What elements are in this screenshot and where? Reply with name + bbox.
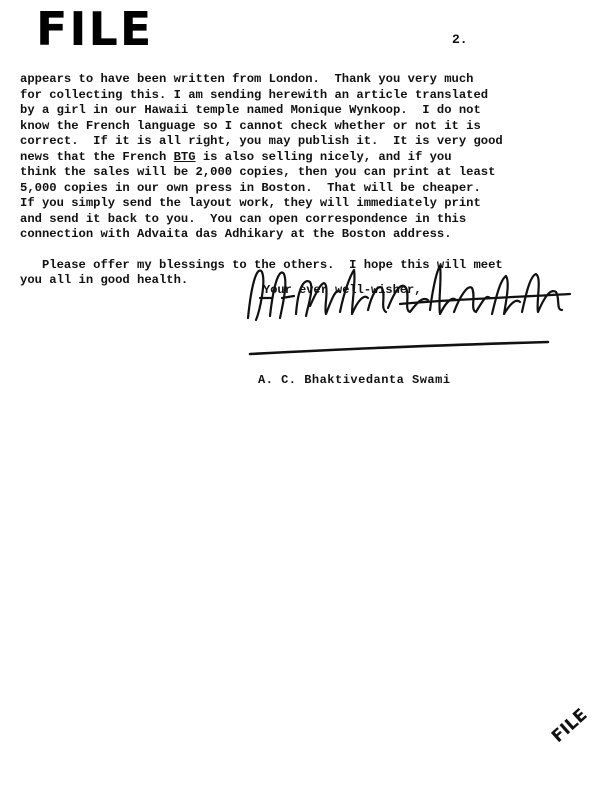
text-line: and send it back to you. You can open correspondence in this — [20, 211, 467, 226]
text-line: know the French language so I cannot check whether or not it is — [20, 118, 481, 133]
closing-salutation: Your ever well-wisher, — [263, 283, 422, 297]
text-line: correct. If it is all right, you may publish it. It is very good — [20, 134, 503, 148]
text-line: connection with Advaita das Adhikary at the Boston address. — [20, 227, 452, 241]
text-line: by a girl in our Hawaii temple named Monique Wynkoop. I do not — [20, 103, 481, 117]
letter-body — [20, 72, 590, 289]
page-number: 2. — [452, 32, 468, 47]
signature-flourish-line — [248, 338, 550, 358]
text-line: think the sales will be 2,000 copies, then you can print at least — [20, 165, 496, 179]
file-stamp-bottom: FILE — [548, 704, 592, 747]
text-line — [20, 150, 590, 166]
text-line: you all in good health. — [20, 273, 189, 287]
text-segment: news that the French — [20, 149, 174, 164]
paragraph-main — [20, 72, 590, 243]
btg-underlined: BTG — [173, 149, 196, 164]
text-line: appears to have been written from London. Thank you very much — [20, 72, 474, 86]
text-line: If you simply send the layout work, they will immediately print — [20, 196, 481, 210]
text-segment: is also selling nicely, and if you — [195, 149, 452, 164]
text-line: Please offer my blessings to the others. I hope this will meet — [20, 257, 503, 272]
text-line: for collecting this. I am sending herewith an article translated — [20, 87, 489, 102]
text-line: 5,000 copies in our own press in Boston. That will be cheaper. — [20, 180, 481, 195]
file-stamp-top: FILE — [36, 2, 154, 56]
signer-name: A. C. Bhaktivedanta Swami — [258, 373, 451, 387]
